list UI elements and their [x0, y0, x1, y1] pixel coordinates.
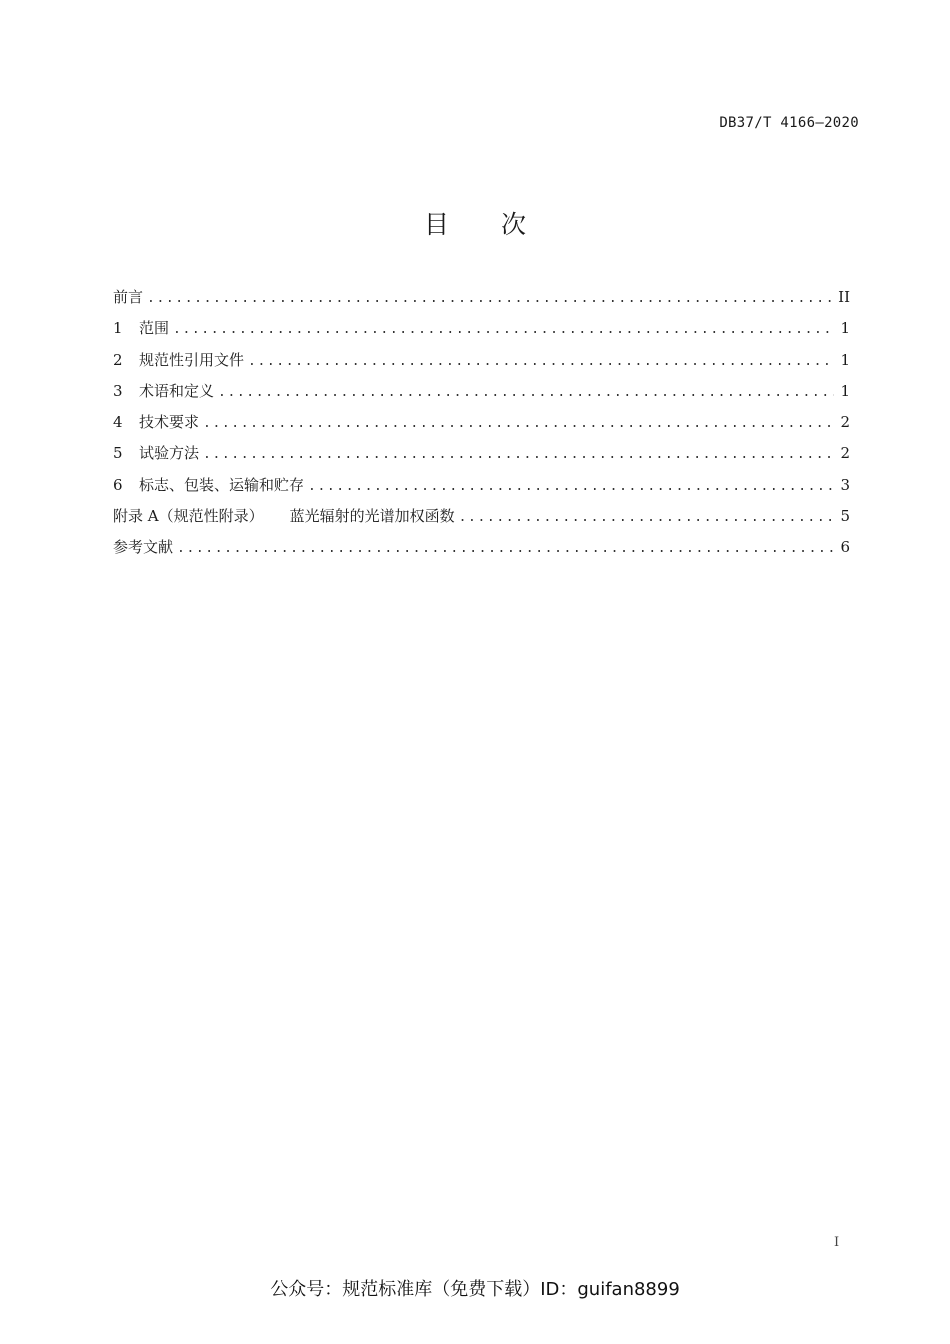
toc-entry-page: 5	[840, 507, 850, 526]
dot-leader	[147, 288, 834, 310]
toc-entry-number: 2	[113, 350, 123, 369]
dot-leader	[203, 444, 834, 466]
toc-entry-marking-packaging[interactable]	[113, 474, 850, 505]
toc-entry-number: 3	[113, 381, 123, 400]
toc-entry-page: 2	[840, 413, 850, 432]
toc-entry-label: 标志、包装、运输和贮存	[139, 475, 305, 494]
table-of-contents	[113, 286, 850, 568]
toc-entry-number: 6	[113, 475, 123, 494]
toc-entry-number: 4	[113, 413, 123, 432]
toc-entry-number: 5	[113, 444, 123, 463]
dot-leader	[218, 382, 834, 404]
toc-entry-label: 技术要求	[139, 413, 200, 432]
toc-entry-label: 范围	[139, 319, 170, 338]
toc-entry-foreword[interactable]	[113, 286, 850, 317]
document-code: DB37/T 4166—2020	[719, 115, 859, 131]
toc-entry-technical-requirements[interactable]	[113, 411, 850, 442]
dot-leader	[203, 413, 834, 435]
toc-entry-number: 1	[113, 319, 123, 338]
toc-entry-terms-definitions[interactable]	[113, 380, 850, 411]
toc-entry-page: 1	[840, 319, 850, 338]
toc-entry-sublabel: 蓝光辐射的光谱加权函数	[289, 507, 455, 526]
toc-entry-page: II	[838, 288, 850, 306]
dot-leader	[177, 538, 834, 560]
toc-entry-label: 前言	[113, 288, 144, 306]
toc-entry-label: 附录 A（规范性附录）	[113, 507, 264, 526]
toc-entry-scope[interactable]	[113, 317, 850, 348]
toc-entry-page: 3	[840, 475, 850, 494]
toc-entry-appendix-a[interactable]	[113, 505, 850, 536]
toc-entry-page: 1	[840, 381, 850, 400]
dot-leader	[459, 507, 834, 529]
footer-promo-text: 公众号：规范标准库（免费下载）ID：guifan8899	[270, 1279, 680, 1300]
toc-entry-page: 2	[840, 444, 850, 463]
toc-entry-label: 规范性引用文件	[139, 350, 245, 369]
toc-entry-page: 6	[840, 538, 850, 557]
dot-leader	[308, 476, 834, 498]
toc-entry-label: 参考文献	[113, 538, 174, 557]
page-title: 目次	[423, 210, 578, 239]
toc-entry-page: 1	[840, 350, 850, 369]
page-number: I	[834, 1235, 840, 1250]
toc-entry-normative-references[interactable]	[113, 349, 850, 380]
toc-entry-test-methods[interactable]	[113, 442, 850, 473]
toc-entry-label: 试验方法	[139, 444, 200, 463]
toc-entry-label: 术语和定义	[139, 381, 215, 400]
toc-entry-bibliography[interactable]	[113, 536, 850, 567]
dot-leader	[173, 319, 834, 341]
dot-leader	[248, 351, 834, 373]
